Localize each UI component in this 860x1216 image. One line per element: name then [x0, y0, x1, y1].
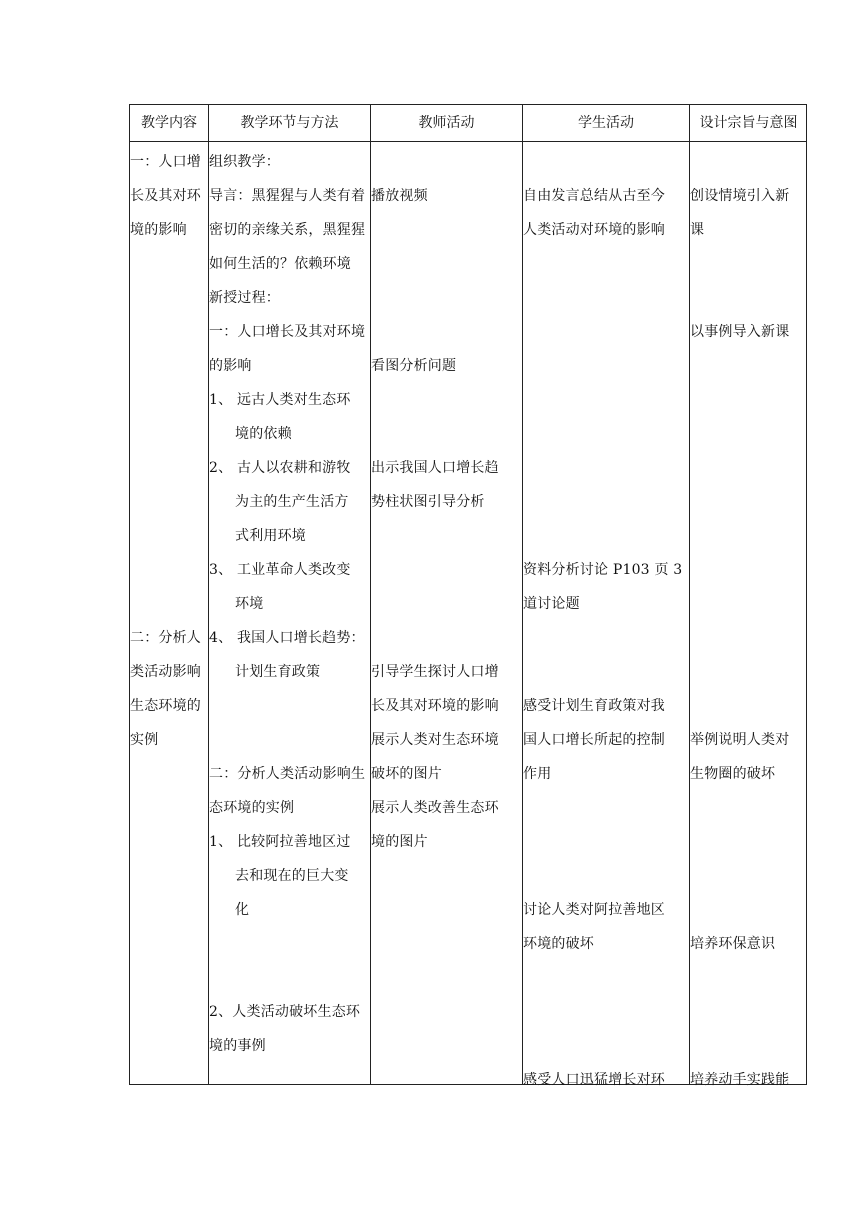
- table-cell-line: 引导学生探讨人口增: [371, 664, 499, 680]
- table-cell-line: 长及其对环境的影响: [371, 698, 499, 714]
- table-cell-line: 自由发言总结从古至今: [523, 188, 665, 204]
- table-cell-line: 生态环境的: [130, 698, 201, 714]
- table-cell-line: 讨论人类对阿拉善地区: [523, 902, 665, 918]
- table-cell-line: 人类活动对环境的影响: [523, 222, 665, 238]
- table-cell-line: 境的事例: [209, 1038, 266, 1054]
- table-cell-line: 二：分析人类活动影响生: [209, 766, 366, 782]
- table-cell-line: 培养环保意识: [690, 936, 776, 952]
- student-activity-column: [523, 142, 689, 1088]
- table-cell-line: 作用: [523, 766, 552, 782]
- table-cell-line: 4、 我国人口增长趋势：: [209, 630, 365, 646]
- table-cell-line: 1、 比较阿拉善地区过: [209, 834, 351, 850]
- table-cell-line: 道讨论题: [523, 596, 580, 612]
- table-cell-line: 实例: [130, 732, 159, 748]
- header-student-activity: 学生活动: [578, 115, 634, 131]
- table-cell-line: 出示我国人口增长趋: [371, 460, 499, 476]
- table-cell-line: 的影响: [209, 358, 252, 374]
- table-cell-line: 环境的破坏: [523, 936, 594, 952]
- table-cell-line: 生物圈的破坏: [690, 766, 776, 782]
- table-cell-line: 资料分析讨论 P103 页 3: [523, 562, 683, 578]
- table-cell-line: 式利用环境: [235, 528, 306, 544]
- table-cell-line: 势柱状图引导分析: [371, 494, 485, 510]
- table-cell-line: 为主的生产生活方: [235, 494, 349, 510]
- table-cell-line: 类活动影响: [130, 664, 201, 680]
- table-cell-line: 长及其对环: [130, 188, 201, 204]
- table-cell-line: 密切的亲缘关系，黑猩猩: [209, 222, 366, 238]
- table-cell-line: 组织教学：: [209, 154, 280, 170]
- table-cell-line: 2、人类活动破坏生态环: [209, 1004, 361, 1020]
- table-cell-line: 新授过程：: [209, 290, 280, 306]
- teaching-content-column: [130, 142, 208, 1085]
- table-cell-line: 环境: [235, 596, 264, 612]
- table-cell-line: 二：分析人: [130, 630, 201, 646]
- table-cell-line: 境的依赖: [235, 426, 292, 442]
- table-cell-line: 培养动手实践能: [690, 1072, 790, 1088]
- table-cell-line: 播放视频: [371, 188, 428, 204]
- table-cell-line: 3、 工业革命人类改变: [209, 562, 351, 578]
- table-cell-line: 展示人类对生态环境: [371, 732, 499, 748]
- table-cell-line: 去和现在的巨大变: [235, 868, 349, 884]
- header-teacher-activity: 教师活动: [418, 115, 475, 131]
- header-teaching-content: 教学内容: [141, 115, 197, 131]
- table-cell-line: 态环境的实例: [209, 800, 295, 816]
- table-cell-line: 感受人口迅猛增长对环: [523, 1072, 665, 1088]
- table-cell-line: 展示人类改善生态环: [371, 800, 499, 816]
- header-teaching-method: 教学环节与方法: [240, 115, 339, 131]
- table-cell-line: 看图分析问题: [371, 358, 457, 374]
- table-cell-line: 境的影响: [130, 222, 187, 238]
- teacher-activity-column: [371, 142, 522, 1085]
- table-cell-line: 一：人口增长及其对环境: [209, 324, 366, 340]
- lesson-plan-table: [129, 104, 807, 1088]
- table-cell-line: 破坏的图片: [371, 766, 442, 782]
- table-cell-line: 课: [690, 222, 705, 238]
- table-cell-line: 境的图片: [371, 834, 428, 850]
- table-cell-line: 导言：黑猩猩与人类有着: [209, 188, 366, 204]
- table-cell-line: 以事例导入新课: [690, 324, 790, 340]
- table-cell-line: 计划生育政策: [235, 664, 321, 680]
- table-cell-line: 一：人口增: [130, 154, 201, 170]
- table-cell-line: 化: [235, 902, 250, 918]
- table-cell-line: 举例说明人类对: [690, 732, 790, 748]
- table-cell-line: 如何生活的？依赖环境: [209, 256, 351, 272]
- table-cell-line: 创设情境引入新: [690, 188, 790, 204]
- design-intent-column: [690, 142, 807, 1088]
- table-cell-line: 国人口增长所起的控制: [523, 732, 665, 748]
- table-cell-line: 感受计划生育政策对我: [523, 698, 665, 714]
- teaching-method-column: [209, 142, 370, 1085]
- table-cell-line: 1、 远古人类对生态环: [209, 392, 351, 408]
- table-header-row: [130, 105, 806, 142]
- header-design-intent: 设计宗旨与意图: [699, 115, 798, 131]
- table-cell-line: 2、 古人以农耕和游牧: [209, 460, 351, 476]
